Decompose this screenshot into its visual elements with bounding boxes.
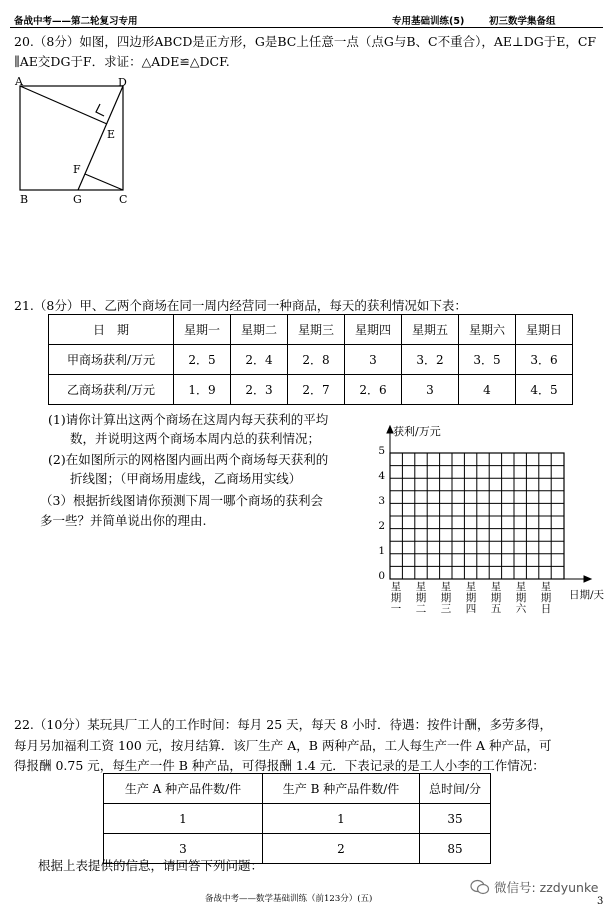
table-cell: 乙商场获利/万元 bbox=[49, 375, 174, 405]
x-axis-arrow bbox=[584, 576, 591, 582]
table-cell: 4．5 bbox=[516, 375, 573, 405]
y-tick-label: 1 bbox=[378, 545, 385, 557]
q22-line3: 得报酬 0.75 元，每生产一件 B 种产品，可得报酬 1.4 元．下表记录的是工人小李的工作情况： bbox=[14, 758, 545, 773]
table-cell: 3．2 bbox=[402, 345, 459, 375]
q22-table bbox=[103, 773, 491, 864]
table-header-cell: 星期四 bbox=[345, 315, 402, 345]
q21-sub2a: (2)在如图所示的网格图内画出两个商场每天获利的 bbox=[48, 452, 329, 467]
table-row bbox=[49, 375, 573, 405]
segment-dg bbox=[78, 86, 123, 190]
table-header-cell: 总时间/分 bbox=[420, 774, 491, 804]
table-cell: 1 bbox=[263, 804, 420, 834]
header-rule bbox=[10, 27, 603, 28]
wechat-icon bbox=[470, 879, 490, 895]
y-tick-label: 4 bbox=[378, 470, 385, 482]
q21-sub3a: （3）根据折线图请你预测下周一哪个商场的获利会 bbox=[40, 493, 323, 508]
table-cell: 2．3 bbox=[231, 375, 288, 405]
table-cell: 1．9 bbox=[174, 375, 231, 405]
x-tick-label: 星 期 三 bbox=[440, 581, 452, 615]
table-cell: 3 bbox=[402, 375, 459, 405]
table-header-cell: 日 期 bbox=[49, 315, 174, 345]
label-e: E bbox=[107, 128, 116, 141]
label-b: B bbox=[20, 193, 29, 206]
y-tick-label: 0 bbox=[378, 570, 385, 582]
q22-line2: 每月另加福利工资 100 元，按月结算．该厂生产 A，B 两种产品，工人每生产一件 A 种产品，可 bbox=[14, 738, 552, 753]
y-axis-arrow bbox=[387, 426, 393, 433]
x-tick-label: 星 期 五 bbox=[490, 581, 502, 615]
table-cell: 2．7 bbox=[288, 375, 345, 405]
table-header-cell: 星期三 bbox=[288, 315, 345, 345]
table-row bbox=[104, 774, 491, 804]
label-d: D bbox=[118, 76, 127, 89]
table-cell: 2．6 bbox=[345, 375, 402, 405]
table-cell: 3 bbox=[104, 834, 263, 864]
chart-x-label: 日期/天 bbox=[569, 589, 605, 601]
x-tick-label: 星 期 四 bbox=[465, 581, 477, 615]
q22-line1: 22.（10分）某玩具厂工人的工作时间：每月 25 天，每天 8 小时．待遇：按件计酬，多劳多得， bbox=[14, 717, 553, 732]
q21-sub1a: (1)请你计算出这两个商场在这周内每天获利的平均 bbox=[48, 412, 329, 427]
table-header-cell: 星期二 bbox=[231, 315, 288, 345]
page-number: 3 bbox=[597, 896, 604, 907]
q21-table bbox=[48, 314, 573, 405]
table-cell: 3．6 bbox=[516, 345, 573, 375]
q21-grid-chart bbox=[380, 425, 613, 595]
header-left: 备战中考——第二轮复习专用 bbox=[14, 16, 138, 27]
table-row bbox=[49, 345, 573, 375]
label-g: G bbox=[73, 193, 82, 206]
x-tick-label: 星 期 二 bbox=[415, 581, 427, 615]
table-cell: 2 bbox=[263, 834, 420, 864]
segment-cf bbox=[85, 174, 123, 190]
y-tick-label: 2 bbox=[378, 520, 385, 532]
table-row bbox=[49, 315, 573, 345]
table-header-cell: 生产 A 种产品件数/件 bbox=[104, 774, 263, 804]
label-f: F bbox=[73, 163, 81, 176]
label-a: A bbox=[15, 76, 23, 88]
table-cell: 2．8 bbox=[288, 345, 345, 375]
watermark bbox=[470, 878, 598, 896]
table-cell: 85 bbox=[420, 834, 491, 864]
q20-figure bbox=[12, 76, 132, 210]
table-cell: 35 bbox=[420, 804, 491, 834]
y-tick-label: 5 bbox=[378, 445, 385, 457]
table-cell: 2．5 bbox=[174, 345, 231, 375]
table-cell: 4 bbox=[459, 375, 516, 405]
table-cell: 甲商场获利/万元 bbox=[49, 345, 174, 375]
table-header-cell: 星期一 bbox=[174, 315, 231, 345]
segment-ae bbox=[20, 86, 107, 124]
q21-intro: 21.（8分）甲、乙两个商场在同一周内经营同一种商品，每天的获利情况如下表： bbox=[14, 298, 467, 313]
table-row bbox=[104, 804, 491, 834]
q21-sub3b: 多一些？并简单说出你的理由. bbox=[40, 513, 207, 528]
table-cell: 1 bbox=[104, 804, 263, 834]
q20-line1: 20.（8分）如图，四边形ABCD是正方形，G是BC上任意一点（点G与B、C不重合），AE⊥DG于E，CF bbox=[14, 34, 597, 49]
x-tick-label: 星 期 日 bbox=[540, 581, 552, 615]
table-header-cell: 生产 B 种产品件数/件 bbox=[263, 774, 420, 804]
table-cell: 2．4 bbox=[231, 345, 288, 375]
q22-after: 根据上表提供的信息，请回答下列问题： bbox=[38, 858, 264, 873]
q20-line2: ∥AE交DG于F．求证：△ADE≌△DCF. bbox=[14, 54, 230, 69]
right-angle-mark bbox=[96, 104, 104, 116]
q21-sub1b: 数，并说明这两个商场本周内总的获利情况； bbox=[70, 431, 321, 446]
table-cell: 3 bbox=[345, 345, 402, 375]
header-right-title: 专用基础训练(5) bbox=[392, 16, 465, 27]
watermark-text: 微信号: zzdyunke bbox=[494, 880, 599, 895]
x-tick-label: 星 期 一 bbox=[390, 581, 402, 615]
y-tick-label: 3 bbox=[378, 495, 385, 507]
x-tick-label: 星 期 六 bbox=[515, 581, 527, 615]
chart-y-label: 获利/万元 bbox=[393, 425, 441, 438]
header-right-group: 初三数学集备组 bbox=[489, 16, 556, 27]
table-header-cell: 星期日 bbox=[516, 315, 573, 345]
table-header-cell: 星期五 bbox=[402, 315, 459, 345]
footer-text: 备战中考——数学基础训练（前123分）(五) bbox=[205, 894, 373, 904]
q21-sub2b: 折线图；（甲商场用虚线，乙商场用实线） bbox=[70, 471, 302, 486]
table-cell: 3．5 bbox=[459, 345, 516, 375]
label-c: C bbox=[119, 193, 128, 206]
table-header-cell: 星期六 bbox=[459, 315, 516, 345]
